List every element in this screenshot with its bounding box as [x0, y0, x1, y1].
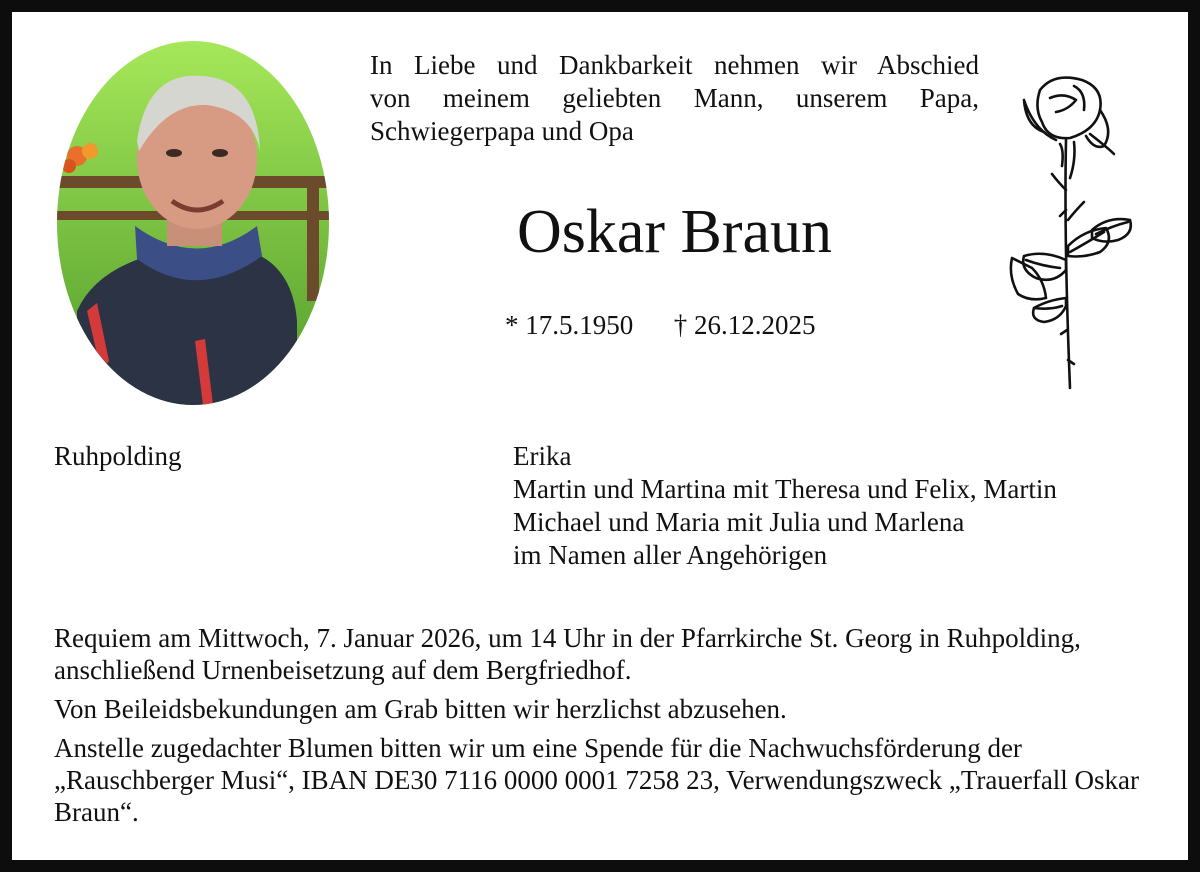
family-line: Erika [513, 441, 572, 471]
donation-note: Anstelle zugedachter Blumen bitten wir um eine Spende für die Nachwuchsförderung der „Rauschberger Musi“, IBAN DE30 7116 0000 0001 7258 23, Verwendungszweck „Trauerfall Oskar Braun“. [54, 733, 1140, 827]
family-line: Michael und Maria mit Julia und Marlena [513, 507, 965, 537]
birth-date: * 17.5.1950 [505, 310, 634, 340]
intro-line: von meinem geliebten Mann, unserem Papa, [370, 83, 979, 113]
condolence-note: Von Beileidsbekundungen am Grab bitten wir herzlichst abzusehen. [54, 694, 787, 724]
funeral-notes [54, 622, 1154, 835]
deceased-name: Oskar Braun [516, 198, 833, 266]
place-name: Ruhpolding [54, 441, 182, 471]
intro-line: Schwiegerpapa und Opa [370, 116, 634, 146]
family-names [513, 440, 1153, 572]
intro-text [370, 49, 979, 148]
intro-line: In Liebe und Dankbarkeit nehmen wir Abschied [370, 50, 979, 80]
life-dates [505, 309, 816, 342]
rose-icon [1004, 70, 1144, 394]
family-line: Martin und Martina mit Theresa und Felix, Martin [513, 474, 1057, 504]
portrait-photo [57, 41, 329, 405]
requiem-note: Requiem am Mittwoch, 7. Januar 2026, um 14 Uhr in der Pfarrkirche St. Georg in Ruhpolding, anschließend Urnenbeisetzung auf dem Bergfriedhof. [54, 623, 1081, 685]
family-line: im Namen aller Angehörigen [513, 540, 828, 570]
death-date: † 26.12.2025 [673, 310, 816, 340]
